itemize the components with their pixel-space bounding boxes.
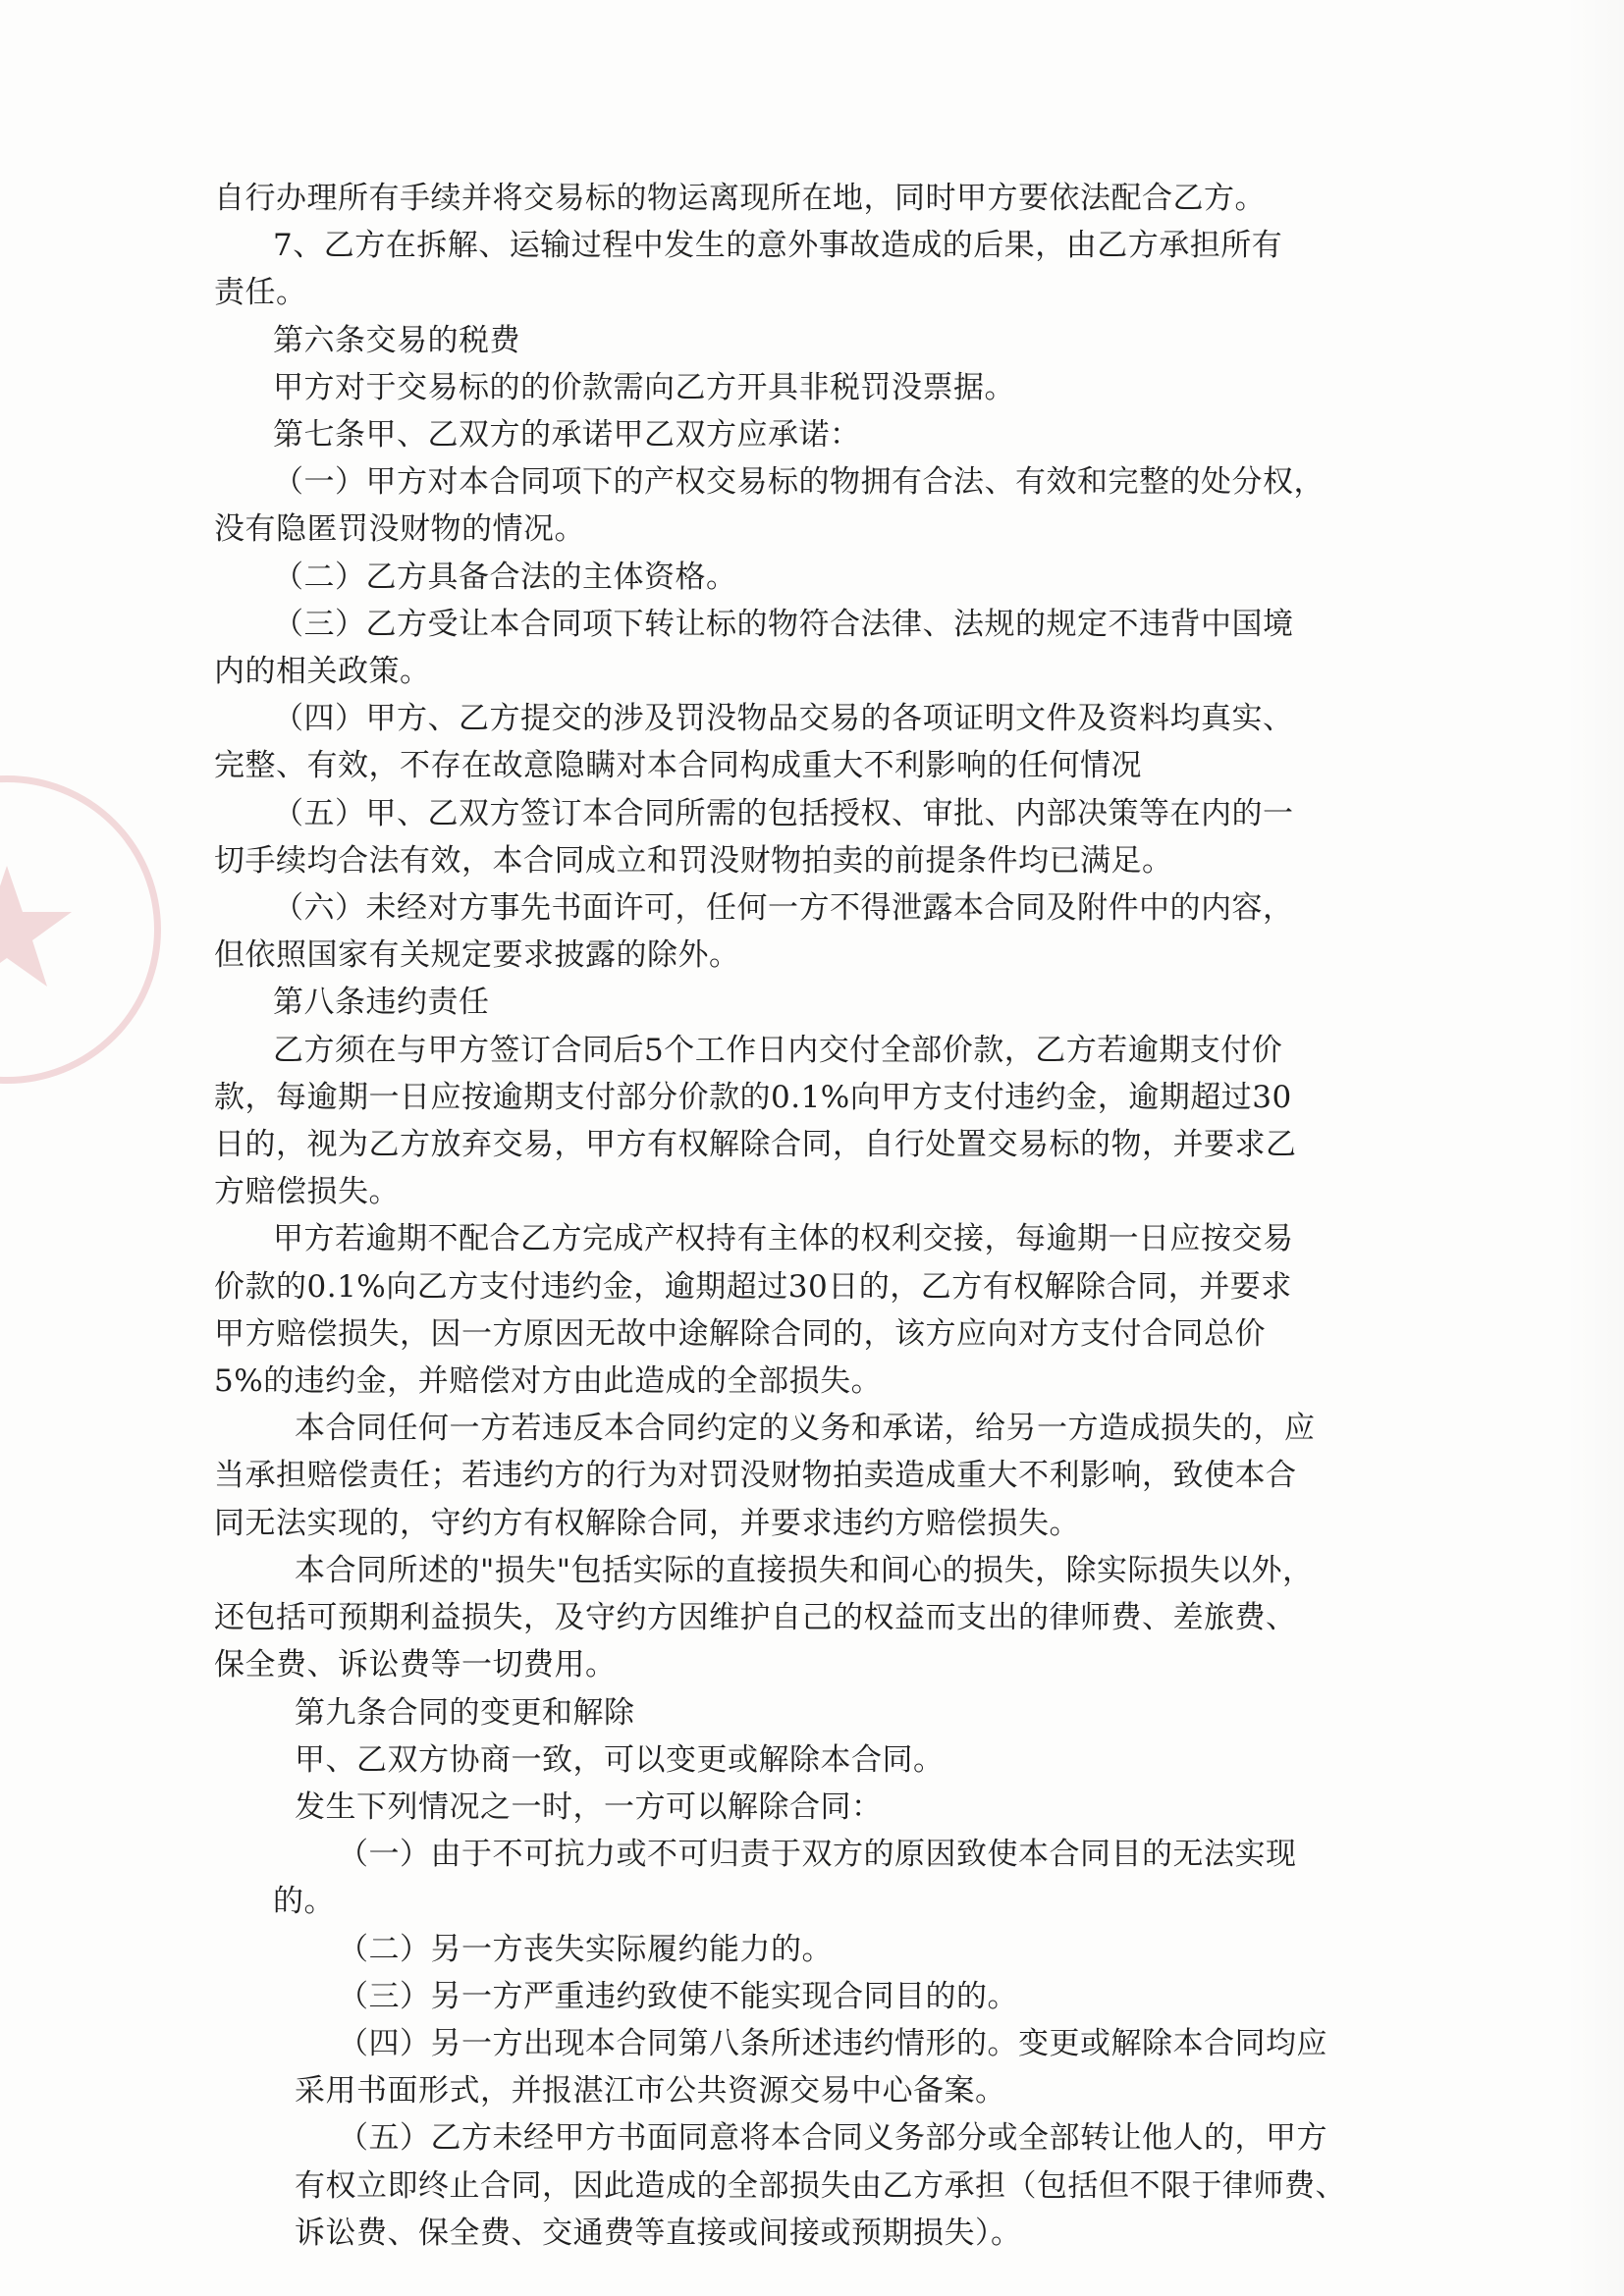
paragraph-line: 内的相关政策。	[214, 654, 431, 690]
paragraph-line: 方赔偿损失。	[214, 1174, 400, 1210]
paragraph-line: （二）另一方丧失实际履约能力的。	[338, 1931, 833, 1967]
paragraph-line: （三）乙方受让本合同项下转让标的物符合法律、法规的规定不违背中国境	[273, 606, 1294, 642]
paragraph-line: 价款的0.1%向乙方支付违约金，逾期超过30日的，乙方有权解除合同，并要求	[214, 1268, 1292, 1305]
paragraph-line: 自行办理所有手续并将交易标的物运离现所在地，同时甲方要依法配合乙方。	[214, 181, 1266, 216]
paragraph-line: 本合同任何一方若违反本合同约定的义务和承诺，给另一方造成损失的，应	[295, 1411, 1316, 1447]
section-heading-6: 第六条交易的税费	[273, 322, 520, 358]
paragraph-line: 款，每逾期一日应按逾期支付部分价款的0.1%向甲方支付违约金，逾期超过30	[214, 1079, 1292, 1115]
paragraph-line: 7、乙方在拆解、运输过程中发生的意外事故造成的后果，由乙方承担所有	[273, 228, 1283, 264]
paragraph-line: 乙方须在与甲方签订合同后5个工作日内交付全部价款，乙方若逾期支付价	[273, 1032, 1283, 1068]
contract-body	[214, 175, 1382, 2257]
paragraph-line: 5%的违约金，并赔偿对方由此造成的全部损失。	[214, 1363, 883, 1400]
scan-edge-shadow	[1565, 0, 1624, 2296]
paragraph-line: （五）甲、乙双方签订本合同所需的包括授权、审批、内部决策等在内的一	[273, 795, 1294, 831]
paragraph-line: 诉讼费、保全费、交通费等直接或间接或预期损失）。	[295, 2215, 1022, 2251]
paragraph-line: 没有隐匿罚没财物的情况。	[214, 511, 585, 548]
paragraph-line: 发生下列情况之一时，一方可以解除合同：	[295, 1789, 883, 1825]
section-heading-8: 第八条违约责任	[273, 985, 490, 1021]
section-heading-7: 第七条甲、乙双方的承诺甲乙双方应承诺：	[273, 417, 861, 454]
paragraph-line: 甲方赔偿损失，因一方原因无故中途解除合同的，该方应向对方支付合同总价	[214, 1315, 1266, 1352]
seal-star-icon	[0, 782, 154, 1077]
paragraph-line: 日的，视为乙方放弃交易，甲方有权解除合同，自行处置交易标的物，并要求乙	[214, 1127, 1297, 1163]
paragraph-line: （五）乙方未经甲方书面同意将本合同义务部分或全部转让他人的，甲方	[338, 2120, 1327, 2157]
paragraph-line: 但依照国家有关规定要求披露的除外。	[214, 937, 740, 974]
paragraph-line: 的。	[273, 1884, 335, 1920]
paragraph-line: 有权立即终止合同，因此造成的全部损失由乙方承担（包括但不限于律师费、	[295, 2167, 1346, 2204]
paragraph-line: （三）另一方严重违约致使不能实现合同目的的。	[338, 1978, 1018, 2014]
paragraph-line: 切手续均合法有效，本合同成立和罚没财物拍卖的前提条件均已满足。	[214, 842, 1173, 879]
paragraph-line: （二）乙方具备合法的主体资格。	[273, 559, 737, 595]
paragraph-line: 采用书面形式，并报湛江市公共资源交易中心备案。	[295, 2073, 1006, 2109]
paragraph-line: 完整、有效，不存在故意隐瞒对本合同构成重大不利影响的任何情况	[214, 748, 1142, 784]
paragraph-line: （四）另一方出现本合同第八条所述违约情形的。变更或解除本合同均应	[338, 2025, 1327, 2061]
paragraph-line: （一）甲方对本合同项下的产权交易标的物拥有合法、有效和完整的处分权，	[273, 464, 1325, 501]
paragraph-line: 本合同所述的"损失"包括实际的直接损失和间心的损失，除实际损失以外，	[295, 1552, 1314, 1588]
paragraph-line: （六）未经对方事先书面许可，任何一方不得泄露本合同及附件中的内容，	[273, 890, 1294, 927]
paragraph-line: 保全费、诉讼费等一切费用。	[214, 1647, 617, 1683]
paragraph-line: （四）甲方、乙方提交的涉及罚没物品交易的各项证明文件及资料均真实、	[273, 701, 1294, 737]
paragraph-line: 甲、乙双方协商一致，可以变更或解除本合同。	[295, 1741, 945, 1778]
paragraph-line: 甲方对于交易标的的价款需向乙方开具非税罚没票据。	[273, 369, 1015, 405]
official-seal-stamp	[0, 775, 161, 1084]
section-heading-9: 第九条合同的变更和解除	[295, 1694, 635, 1731]
paragraph-line: 责任。	[214, 275, 307, 311]
paragraph-line: 当承担赔偿责任；若违约方的行为对罚没财物拍卖造成重大不利影响，致使本合	[214, 1458, 1297, 1494]
paragraph-line: （一）由于不可抗力或不可归责于双方的原因致使本合同目的无法实现	[338, 1837, 1297, 1873]
paragraph-line: 还包括可预期利益损失，及守约方因维护自己的权益而支出的律师费、差旅费、	[214, 1600, 1297, 1636]
paragraph-line: 甲方若逾期不配合乙方完成产权持有主体的权利交接，每逾期一日应按交易	[273, 1221, 1294, 1257]
paragraph-line: 同无法实现的，守约方有权解除合同，并要求违约方赔偿损失。	[214, 1505, 1080, 1541]
